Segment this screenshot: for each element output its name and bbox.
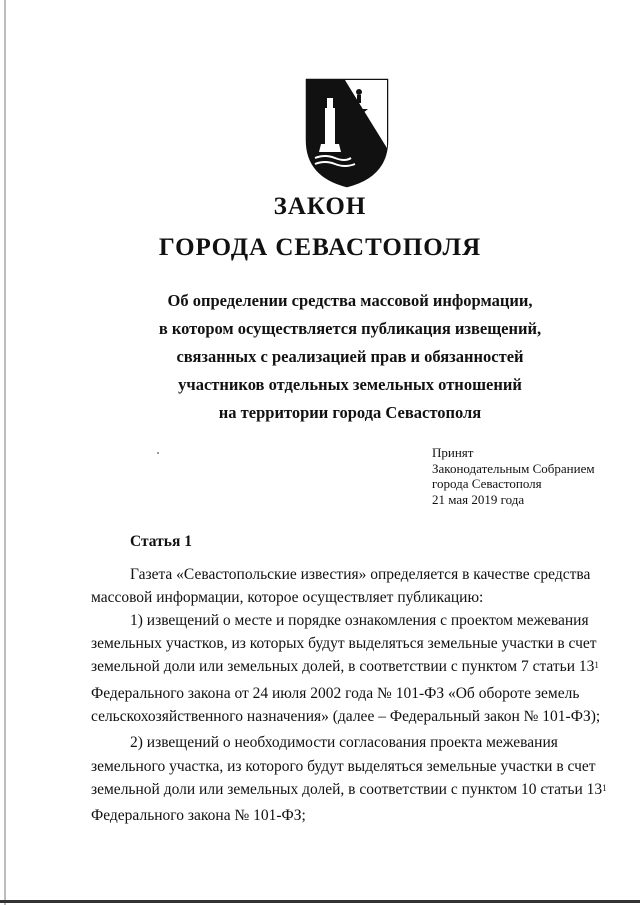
acceptance-line: Принят [432, 445, 474, 460]
acceptance-line: Законодательным Собранием [432, 460, 595, 476]
list-item-line: земельного участка, из которого будут выделяться земельные участки в счет [91, 758, 596, 775]
law-title: ЗАКОН [273, 193, 367, 220]
law-title-city: ГОРОДА СЕВАСТОПОЛЯ [158, 234, 482, 261]
scan-left-edge [4, 0, 6, 905]
subtitle-line: в котором осуществляется публикация извещений, [158, 319, 542, 338]
subtitle-line: связанных с реализацией прав и обязанностей [176, 347, 524, 366]
list-item-line: сельскохозяйственного назначения» (далее – Федеральный закон № 101-ФЗ); [91, 708, 601, 725]
subtitle-line: Об определении средства массовой информации, [167, 291, 533, 310]
acceptance-date: 21 мая 2019 года [432, 491, 525, 507]
list-item-line: 1) извещений о месте и порядке ознакомления с проектом межевания [130, 612, 589, 629]
list-item-line: земельных участков, из которых будут выделяться земельные участки в счет [91, 635, 597, 652]
acceptance-line: города Севастополя [432, 476, 542, 491]
scan-speck [157, 452, 159, 454]
superscript: 1 [594, 660, 599, 670]
scan-bottom-edge [0, 900, 640, 903]
paragraph-line: массовой информации, которое осуществляет публикацию: [91, 589, 484, 606]
superscript: 1 [602, 783, 607, 793]
subtitle-line: участников отдельных земельных отношений [178, 375, 522, 394]
list-item-line: Федерального закона от 24 июля 2002 года № 101-ФЗ «Об обороте земель [91, 685, 580, 702]
law-subtitle [90, 287, 610, 427]
sevastopol-emblem-icon [305, 78, 389, 188]
list-item-line: земельной доли или земельных долей, в соответствии с пунктом 10 статьи $13^1$ [91, 781, 607, 798]
article-heading: Статья 1 [130, 533, 192, 550]
acceptance-block [432, 445, 595, 507]
list-item-line: 2) извещений о необходимости согласования проекта межевания [130, 734, 558, 751]
paragraph-line: Газета «Севастопольские известия» определяется в качестве средства [130, 566, 591, 583]
list-item-line: Федерального закона № 101-ФЗ; [91, 807, 306, 824]
subtitle-line: на территории города Севастополя [218, 403, 482, 422]
list-item-line: земельной доли или земельных долей, в соответствии с пунктом 7 статьи $13^1$ [91, 658, 599, 675]
